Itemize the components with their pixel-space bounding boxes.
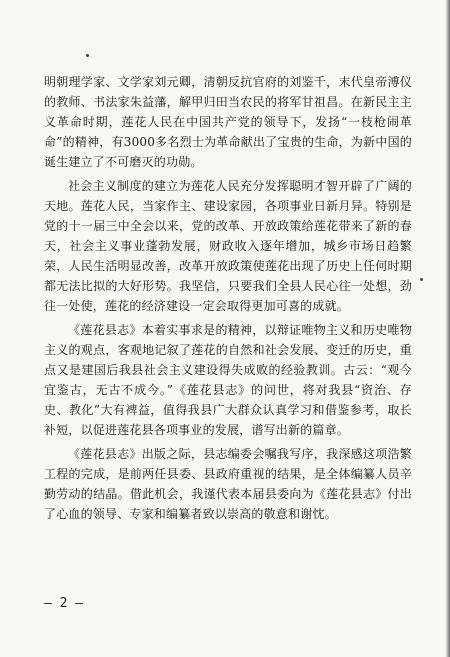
- paragraph-1: 明朝理学家、文学家刘元卿，清朝反抗官府的刘鉴千，末代皇帝溥仪的教师、书法家朱益藩，解甲归田当农民的将军甘祖昌。在新民主主义革命时期，莲花人民在中国共产党的领导下，发扬“一枝枪闹革命”的精神，有3000多名烈士为革命献出了宝贵的生命，为新中国的诞生建立了不可磨灭的功勋。: [44, 75, 412, 169]
- paragraph-2: 社会主义制度的建立为莲花人民充分发挥聪明才智开辟了广阔的天地。莲花人民，当家作主、建设家园，各项事业日新月异。特别是党的十一届三中全会以来，党的改革、开放政策给莲花带来了新的春天，社会主义事业蓬勃发展，财政收入逐年增加，城乡市场日趋繁荣，人民生活明显改善，改革开放政策使莲花出现了历史上任何时期都无法比拟的大好形势。我坚信，只要我们全县人民心往一处想，劲往一处使，莲花的经济建设一定会取得更加可喜的成就。: [44, 179, 412, 313]
- paragraph-4: 《莲花县志》出版之际，县志编委会嘱我写序，我深感这项浩繁工程的完成，是前两任县委、县政府重视的结果，是全体编纂人员辛勤劳动的结晶。借此机会，我谨代表本届县委向为《莲花县志》付出了心血的领导、专家和编纂者致以崇高的敬意和谢忱。: [44, 447, 412, 521]
- scan-speck: [86, 54, 89, 57]
- document-body: [44, 72, 412, 528]
- page-number: — 2 —: [44, 596, 84, 611]
- scan-speck: [420, 278, 423, 281]
- paragraph-3: 《莲花县志》本着实事求是的精神，以辩证唯物主义和历史唯物主义的观点，客观地记叙了莲花的自然和社会发展、变迁的历史，重点又是建国后我县社会主义建设得失成败的经验教训。古云：“观今宜鉴古，无古不成今。”《莲花县志》的问世，将对我县“资治、存史、教化”大有裨益，值得我县广大群众认真学习和借鉴参考，取长补短，以促进莲花县各项事业的发展，谱写出新的篇章。: [44, 323, 412, 437]
- scan-edge-shadow: [445, 0, 450, 657]
